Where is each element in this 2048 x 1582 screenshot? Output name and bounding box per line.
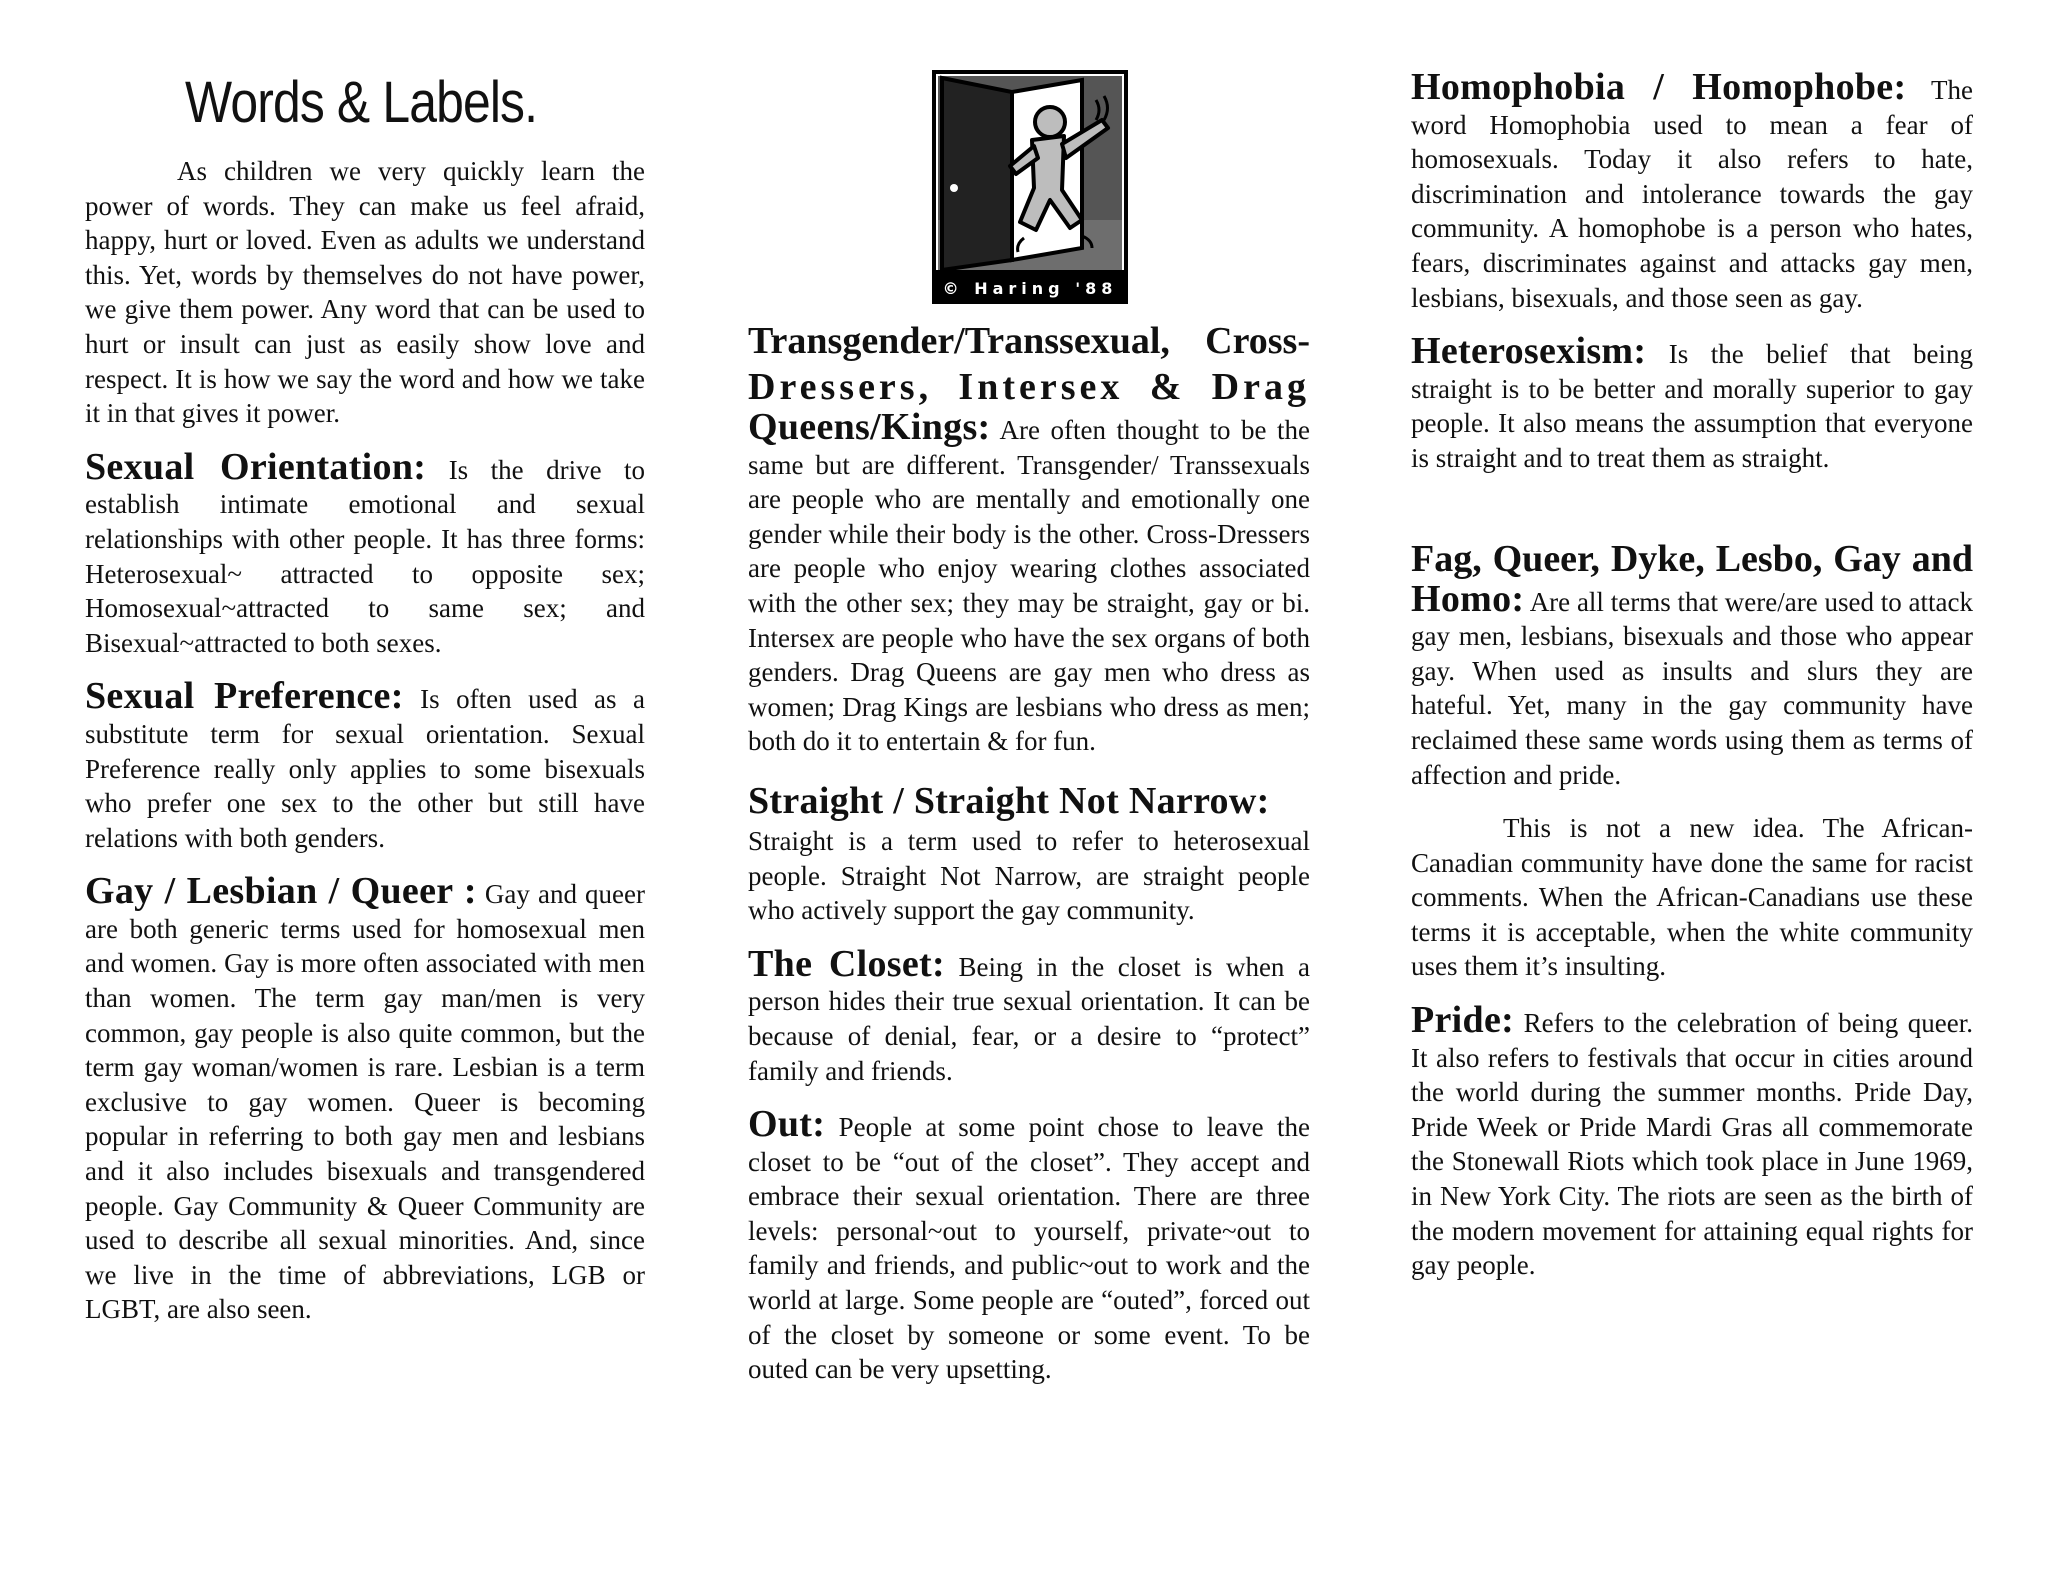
term-pride: Pride: (1411, 999, 1515, 1042)
section-slurs (1411, 536, 1973, 793)
section-straight (748, 778, 1310, 928)
intro-paragraph: As children we very quickly learn the power of words. They can make us feel afraid, happy, hurt or loved. Even as adults we understand this. Yet, words by themselves do not have power, we give them power. Any word that can be used to hurt or insult can just as easily show love and respect. It is how we say the word and how we take it in that gives it power. (85, 156, 645, 429)
section-gay-lesbian-queer (85, 870, 646, 1327)
definition-homophobia: The word Homophobia used to mean a fear of homosexuals. Today it also refers to hate, discrimination and intolerance towards the gay community. A homophobe is a person who hates, fears, discriminates against and attacks gay men, lesbians, bisexuals, and those seen as gay. (1411, 75, 1973, 313)
section-sexual-preference (85, 675, 646, 855)
keith-haring-door-figure-icon (932, 70, 1128, 274)
section-heterosexism (1411, 330, 1974, 475)
term-gay-lesbian-queer: Gay / Lesbian / Queer : (85, 870, 477, 913)
section-the-closet (748, 942, 1311, 1088)
definition-transgender: Are often thought to be the same but are different. Transgender/ Transsexuals are people who are mentally and emotionally one gender while their body is the other. Cross-Dressers are people who enjoy wearing clothes associated with the other sex; they may be straight, gay or bi. Intersex are people who have the sex organs of both genders. Drag Queens are gay men who dress as women; Drag Kings are lesbians who dress as men; both do it to entertain & for fun. (748, 415, 1310, 757)
definition-pride: Refers to the celebration of being queer. It also refers to festivals that occur in cities around the world during the summer months. Pride Day, Pride Week or Pride Mardi Gras all commemorate the Stonewall Riots which took place in June 1969, in New York City. The riots are seen as the birth of the modern movement for attaining equal rights for gay people. (1411, 1008, 1973, 1281)
term-queens-kings: Queens/Kings: (748, 406, 991, 448)
section-out (748, 1103, 1311, 1387)
african-canadian-paragraph: This is not a new idea. The African-Canadian community have done the same for racist comments. When the African-Canadians use these terms it is acceptable, when the white community uses them it’s insulting. (1411, 813, 1973, 982)
section-pride (1411, 999, 1973, 1283)
definition-sexual-orientation: Is the drive to establish intimate emotional and sexual relationships with other people. It has three forms: Heterosexual~ attracted to opposite sex; Homosexual~attracted to same sex; and Bisexual~attracted to both sexes. (85, 454, 645, 658)
definition-heterosexism: Is the belief that being straight is to be better and morally superior to gay people. It also means the assumption that everyone is straight and to treat them as straight. (1411, 339, 1974, 473)
right-column (1411, 0, 1973, 1283)
section-sexual-orientation (85, 445, 645, 661)
left-column (85, 0, 645, 1327)
term-heterosexism: Heterosexism: (1411, 330, 1647, 373)
section-homophobia (1411, 66, 1973, 315)
definition-slurs: Are all terms that were/are used to attack gay men, lesbians, bisexuals and those who appear gay. When used as insults and slurs they are hateful. Yet, many in the gay community have reclaimed these same words using them as terms of affection and pride. (1411, 586, 1973, 790)
definition-out: People at some point chose to leave the closet to be “out of the closet”. They accept and embrace their sexual orientation. There are three levels: personal~out to yourself, private~out to family and friends, and public~out to work and the world at large. Some people are “outed”, forced out of the closet by someone or some event. To be outed can be very upsetting. (748, 1112, 1311, 1385)
definition-the-closet: Being in the closet is when a person hides their true sexual orientation. It can be because of denial, fear, or a desire to “protect” family and friends. (748, 951, 1311, 1086)
page-title: Words & Labels. (185, 70, 538, 135)
definition-straight: Straight is a term used to refer to heterosexual people. Straight Not Narrow, are straight people who actively support the gay community. (748, 825, 1310, 926)
term-homo: Homo: (1411, 577, 1525, 620)
term-out: Out: (748, 1103, 826, 1146)
term-transgender-line1: Transgender/Transsexual, Cross- (748, 320, 1310, 362)
term-sexual-orientation: Sexual Orientation: (85, 445, 427, 488)
term-transgender-line2: Dressers, Intersex & Drag (748, 366, 1310, 408)
term-slurs-line1: Fag, Queer, Dyke, Lesbo, Gay and (1411, 537, 1973, 580)
definition-sexual-preference: Is often used as a substitute term for sexual orientation. Sexual Preference really only applies to some bisexuals who prefer one sex to the other but still have relations with both genders. (85, 684, 646, 853)
term-the-closet: The Closet: (748, 942, 945, 985)
image-credit-caption: © Haring '88 (932, 274, 1128, 304)
haring-figure-image (932, 70, 1128, 304)
definition-gay-lesbian-queer: Gay and queer are both generic terms used for homosexual men and women. Gay is more often associated with men than women. The term gay man/men is very common, gay people is also quite common, but the term gay woman/women is rare. Lesbian is a term exclusive to gay women. Queer is becoming popular in referring to both gay men and lesbians and it also includes bisexuals and transgendered people. Gay Community & Queer Community are used to describe all sexual minorities. And, since we live in the time of abbreviations, LGB or LGBT, are also seen. (85, 879, 646, 1325)
term-homophobia: Homophobia / Homophobe: (1411, 66, 1907, 108)
term-sexual-preference: Sexual Preference: (85, 675, 404, 718)
section-transgender (748, 318, 1310, 759)
middle-column (748, 0, 1310, 1387)
term-straight: Straight / Straight Not Narrow: (748, 779, 1270, 822)
